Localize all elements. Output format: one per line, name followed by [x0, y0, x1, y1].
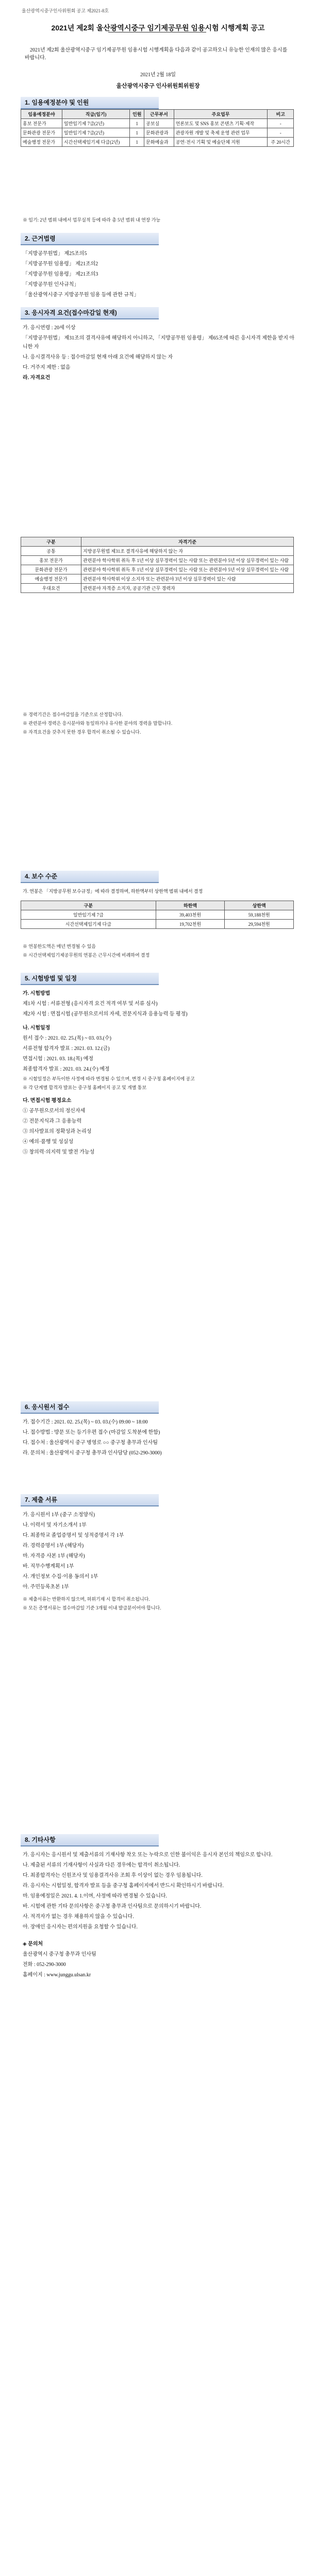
pay-notes [23, 943, 296, 960]
pay-text: 가. 연봉은 「지방공무원 보수규정」에 따라 결정하며, 하한액부터 상한액 범위 내에서 결정 [23, 889, 203, 894]
contact-link[interactable]: 홈페이지 : www.junggu.ulsan.kr [23, 1972, 91, 1978]
doc-item: 다. 최종학교 졸업증명서 및 성적증명서 각 1부 [23, 1533, 124, 1538]
notice-date: 2021년 2월 18일 [140, 72, 176, 78]
law-item: 「지방공무원법」 제25조의5 [23, 251, 87, 257]
table-row [21, 119, 294, 128]
qual-p2: 나. 응시결격사유 등 : 접수마감일 현재 아래 요건에 해당하지 않는 자 [23, 354, 173, 360]
table-row [21, 584, 294, 593]
th-criteria: 자격기준 [81, 537, 294, 547]
cell: 주 20시간 [268, 138, 294, 147]
section-heading-law: 2. 근거법령 [21, 233, 159, 245]
qual-p1: 「지방공무원법」 제31조의 결격사유에 해당하지 아니하고, 「지방공무원 임용령」 제65조에 따른 응시자격 제한을 받지 아니한 자 [23, 335, 295, 350]
positions-note: ※ 임기: 2년 범위 내에서 업무실적 등에 따라 총 5년 범위 내 연장 가능 [23, 217, 161, 223]
misc-item: 마. 임용예정일은 2021. 4. 1.이며, 사정에 따라 변경될 수 있습니다. [23, 1893, 168, 1899]
section-heading-qualification: 3. 응시자격 요건(접수마감일 현재) [21, 307, 159, 319]
contact-line: 전화 : 052-290-3000 [23, 1962, 66, 1968]
cell: - [268, 119, 294, 128]
interview-item: ② 전문지식과 그 응용능력 [23, 1118, 82, 1124]
cell: 언론보도 및 SNS 홍보 콘텐츠 기획·제작 [174, 119, 268, 128]
cell: 관련분야 학사학위 취득 후 1년 이상 실무경력이 있는 사람 또는 관련분야 5년 이상 실무경력이 있는 사람 [81, 565, 294, 574]
cell: - [268, 128, 294, 138]
cell: 일반임기제 7급(2년) [62, 119, 129, 128]
law-item: 「울산광역시중구 지방공무원 임용 등에 관한 규칙」 [23, 292, 139, 298]
cell: 관련분야 자격증 소지자, 공공기관 근무 경력자 [81, 584, 294, 593]
contact-title: ◈ 문의처 [23, 1941, 43, 1947]
exam-schedule-3: 면접시험 : 2021. 03. 18.(목) 예정 [23, 1056, 94, 1062]
apply-method: 나. 접수방법 : 방문 또는 등기우편 접수 (마감일 도착분에 한함) [23, 1430, 160, 1435]
pay-note: ※ 연봉한도액은 매년 변경될 수 있음 [23, 944, 96, 949]
exam-schedule-2: 서류전형 합격자 발표 : 2021. 03. 12.(금) [23, 1046, 110, 1052]
exam-text [23, 989, 296, 1158]
misc-item: 아. 장애인 응시자는 편의지원을 요청할 수 있습니다. [23, 1924, 138, 1930]
th-dept: 근무부서 [144, 110, 174, 119]
cell: 39,403천원 [156, 910, 225, 920]
th-category: 구분 [21, 537, 81, 547]
doc-item: 사. 개인정보 수집·이용 동의서 1부 [23, 1574, 98, 1580]
misc-item: 바. 시험에 관한 기타 문의사항은 중구청 총무과 인사팀으로 문의하시기 바랍니다. [23, 1904, 202, 1909]
law-item: 「지방공무원 임용령」 제21조의2 [23, 261, 98, 267]
cell: 공보실 [144, 119, 174, 128]
cell: 1 [130, 119, 144, 128]
th-duties: 주요업무 [174, 110, 268, 119]
cell: 시간선택제임기제 다급(2년) [62, 138, 129, 147]
misc-item: 라. 응시자는 시험일정, 합격자 발표 등을 중구청 홈페이지에서 반드시 확인하시기 바랍니다. [23, 1883, 224, 1889]
interview-item: ③ 의사발표의 정확성과 논리성 [23, 1129, 92, 1134]
page-title: 2021년 제2회 울산광역시중구 임기제공무원 임용시험 시행계획 공고 [51, 24, 265, 32]
cell: 공연·전시 기획 및 예술단체 지원 [174, 138, 268, 147]
cell: 59,188천원 [225, 910, 294, 920]
cell: 문화예술과 [144, 138, 174, 147]
doc-item: 나. 이력서 및 자기소개서 1부 [23, 1522, 87, 1528]
cell: 문화관광 전문가 [21, 565, 81, 574]
cell: 우대요건 [21, 584, 81, 593]
issuing-organization: 울산광역시중구 인사위원회위원장 [116, 83, 200, 89]
th-pay-min: 하한액 [156, 901, 225, 910]
section-heading-exam: 5. 시험방법 및 일정 [21, 973, 159, 985]
cell: 홍보 전문가 [21, 556, 81, 565]
exam-method-1: 제1차 시험 : 서류전형 (응시자격 요건 적격 여부 및 서류 심사) [23, 1001, 158, 1007]
exam-schedule-title: 나. 시험일정 [23, 1025, 51, 1031]
cell: 관련분야 학사학위 이상 소지자 또는 관련분야 3년 이상 실무경력이 있는 사람 [81, 574, 294, 584]
doc-item: 가. 응시원서 1부 (중구 소정양식) [23, 1512, 95, 1518]
cell: 홍보 전문가 [21, 119, 62, 128]
misc-item: 나. 제출된 서류의 기재사항이 사실과 다른 경우에는 합격이 취소됩니다. [23, 1862, 180, 1868]
th-pay-max: 상한액 [225, 901, 294, 910]
cell: 예술행정 전문가 [21, 138, 62, 147]
th-grade: 직급(임기) [62, 110, 129, 119]
qual-p3: 다. 거주지 제한 : 없음 [23, 365, 71, 370]
apply-contact: 라. 문의처 : 울산광역시 중구청 총무과 인사담당 (052-290-3000) [23, 1450, 162, 1456]
cell: 지방공무원법 제31조 결격사유에 해당하지 않는 자 [81, 547, 294, 556]
section-heading-positions: 1. 임용예정분야 및 인원 [21, 97, 159, 109]
cell: 29,594천원 [225, 920, 294, 929]
table-row [21, 574, 294, 584]
exam-note: ※ 각 단계별 합격자 발표는 중구청 홈페이지 공고 및 개별 통보 [23, 1085, 147, 1090]
law-list [23, 249, 296, 301]
cell: 19,702천원 [156, 920, 225, 929]
th-count: 인원 [130, 110, 144, 119]
interview-item: ⑤ 창의력·의지력 및 발전 가능성 [23, 1149, 95, 1155]
law-item: 「지방공무원 임용령」 제21조의3 [23, 272, 98, 277]
qual-note: ※ 경력기간은 접수마감일을 기준으로 산정합니다. [23, 712, 123, 717]
qualification-text [23, 324, 296, 384]
qualification-notes [23, 711, 296, 737]
notice-number: 울산광역시중구인사위원회 공고 제2021-8호 [22, 8, 109, 13]
table-row [21, 910, 294, 920]
table-row [21, 547, 294, 556]
positions-table [21, 109, 294, 147]
exam-interview-title: 다. 면접시험 평정요소 [23, 1098, 72, 1104]
cell: 관광자원 개발 및 축제 운영 관련 업무 [174, 128, 268, 138]
section-heading-pay: 4. 보수 수준 [21, 871, 159, 883]
exam-method-title: 가. 시험방법 [23, 991, 51, 996]
intro-text: 2021년 제2회 울산광역시중구 임기제공무원 임용시험 시행계획을 다음과 같이 공고하오니 유능한 인재의 많은 응시를 바랍니다. [25, 47, 288, 61]
cell: 예술행정 전문가 [21, 574, 81, 584]
doc-item: 마. 자격증 사본 1부 (해당자) [23, 1553, 85, 1559]
interview-item: ① 공무원으로서의 정신자세 [23, 1108, 86, 1114]
th-field: 임용예정분야 [21, 110, 62, 119]
table-row [21, 920, 294, 929]
contact-line: 울산광역시 중구청 총무과 인사팀 [23, 1952, 96, 1957]
qual-note: ※ 자격요건을 갖추지 못한 경우 합격이 취소될 수 있습니다. [23, 730, 141, 735]
section-heading-misc: 8. 기타사항 [21, 1834, 159, 1846]
table-row [21, 128, 294, 138]
exam-method-2: 제2차 시험 : 면접시험 (공무원으로서의 자세, 전문지식과 응용능력 등 평정) [23, 1011, 188, 1017]
apply-period: 가. 접수기간 : 2021. 02. 25.(목) ~ 03. 03.(수) 09:00 ~ 18:00 [23, 1419, 148, 1425]
doc-item: 아. 주민등록초본 1부 [23, 1584, 69, 1590]
th-remark: 비고 [268, 110, 294, 119]
cell: 시간선택제임기제 다급 [21, 920, 156, 929]
documents-list [23, 1511, 296, 1613]
misc-item: 사. 적격자가 없는 경우 채용하지 않을 수 있습니다. [23, 1914, 134, 1920]
pay-note: ※ 시간선택제임기제공무원의 연봉은 근무시간에 비례하여 결정 [23, 953, 150, 958]
misc-item: 다. 최종합격자는 신원조사 및 임용결격사유 조회 후 이상이 없는 경우 임용됩니다. [23, 1873, 203, 1878]
cell: 문화관광 전문가 [21, 128, 62, 138]
qualification-table [21, 537, 294, 593]
cell: 일반임기제 7급(2년) [62, 128, 129, 138]
cell: 문화관광과 [144, 128, 174, 138]
table-row [21, 556, 294, 565]
th-pay-type: 구분 [21, 901, 156, 910]
interview-item: ④ 예의·품행 및 성실성 [23, 1139, 74, 1145]
misc-list [23, 1851, 296, 1981]
cell: 공통 [21, 547, 81, 556]
table-row [21, 138, 294, 147]
doc-note: ※ 모든 증명서류는 접수마감일 기준 3개월 이내 발급분이어야 합니다. [23, 1605, 161, 1611]
doc-note: ※ 제출서류는 반환하지 않으며, 허위기재 시 합격이 취소됩니다. [23, 1597, 150, 1602]
exam-schedule-1: 원서 접수 : 2021. 02. 25.(목) ~ 03. 03.(수) [23, 1036, 111, 1041]
section-heading-apply: 6. 응시원서 접수 [21, 1401, 159, 1414]
exam-note: ※ 시험일정은 부득이한 사정에 따라 변경될 수 있으며, 변경 시 중구청 홈페이지에 공고 [23, 1076, 195, 1081]
pay-table [21, 901, 294, 929]
apply-place: 다. 접수처 : 울산광역시 중구 병영로 ○○ 중구청 총무과 인사팀 [23, 1440, 158, 1446]
qual-age: 가. 응시연령 : 20세 이상 [23, 325, 76, 331]
apply-text [23, 1418, 296, 1459]
misc-item: 가. 응시자는 응시원서 및 제출서류의 기재사항 착오 또는 누락으로 인한 불이익은 응시자 본인의 책임으로 합니다. [23, 1852, 273, 1858]
cell: 관련분야 학사학위 취득 후 1년 이상 실무경력이 있는 사람 또는 관련분야 5년 이상 실무경력이 있는 사람 [81, 556, 294, 565]
section-heading-documents: 7. 제출 서류 [21, 1494, 159, 1506]
doc-item: 바. 직무수행계획서 1부 [23, 1564, 74, 1569]
qual-p4: 라. 자격요건 [23, 375, 51, 381]
exam-schedule-4: 최종합격자 발표 : 2021. 03. 24.(수) 예정 [23, 1066, 110, 1072]
qual-note: ※ 관련분야 경력은 응시분야와 동일하거나 유사한 분야의 경력을 말합니다. [23, 721, 173, 726]
law-item: 「지방공무원 인사규칙」 [23, 282, 79, 287]
cell: 1 [130, 128, 144, 138]
table-row [21, 565, 294, 574]
cell: 1 [130, 138, 144, 147]
doc-item: 라. 경력증명서 1부 (해당자) [23, 1543, 84, 1549]
cell: 일반임기제 7급 [21, 910, 156, 920]
